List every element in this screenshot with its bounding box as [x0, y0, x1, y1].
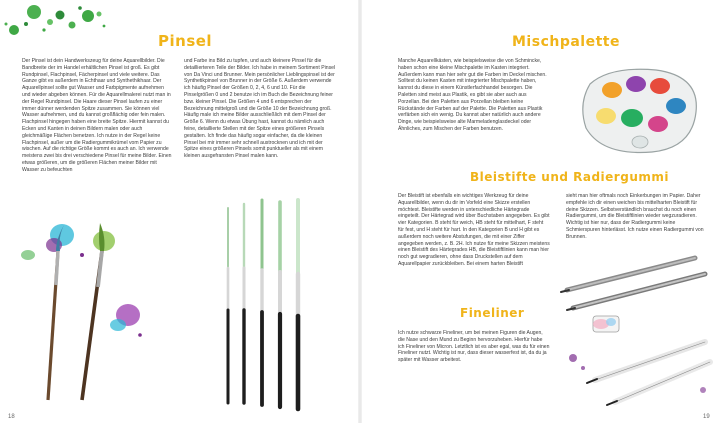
page-number-left: 18	[8, 414, 15, 420]
mischpalette-text: Manche Aquarellkästen, wie beispielsweise die von Schmincke, haben schon eine kleine Mischpalette im Kasten integriert. Außerdem kann man hier sehr gut die Farben im Deckel mischen. Solltest du keinen Kasten mit integrierter Mischpalette haben, kannst du diese in einem Künstlerfachhandel besorgen. Die Paletten sind meist aus Plastik, es gibt sie aber auch aus Porzellan. Bei den Paletten aus Porzellan bleiben keine Rückstände der Farben auf der Palette. Die Paletten aus Plastik verfärben sich ein wenig. Du kannst aber natürlich auch andere Dinge, wie beispielsweise alte Marmeladenglasdeckel oder Ähnliches, zum Mischen der Farben benutzen.	[398, 58, 547, 132]
fineliner-text: Ich nutze schwarze Fineliner, um bei meinen Figuren die Augen, die Nase und den Mund zu Beginn hervorzuheben. Hierfür habe ich Fineliner von Micron. Letztlich ist es aber egal, was du für einen Fineliner nutzt. Wichtig ist nur, dass dieser wasserfest ist, da du ja später mit Wasser arbeitest.	[398, 330, 550, 364]
brush-row-illustration	[210, 198, 310, 413]
heading-mischpalette: Mischpalette	[512, 34, 620, 50]
bleistifte-text-left: Der Bleistift ist ebenfalls ein wichtiges Werkzeug für deine Aquarellbilder, wenn du dir im Vorfeld eine Skizze erstellen möchtest. Bleistifte werden in unterschiedliche Härtegrade eingeteilt. Der Härtegrad wird über Buchstaben angegeben. Es gibt vier Kategorien. B steht für weich, HB steht für mittelhart, F steht für fest, und H steht für hart. In den Kategorien B und H gibt es außerdem noch weitere Abstufungen, die mit einer Ziffer angegeben werden, z. B. 2H. Ich nutze für meine Skizzen meistens einen Bleistift des Härtegrades HB, die Bleistiftlinien kann man hier noch gut wegradieren, ohne dass Druckstellen auf dem Aquarellpapier zurückbleiben. Bei einem harten Bleistift	[398, 193, 550, 267]
pinsel-text-column-2: und Farbe ins Bild zu tupfen, und auch kleinere Pinsel für die detaillierteren Teile der Bilder. Ich habe in meinem Sortiment Pinsel von Da Vinci und Brunner. Mein persönlicher Lieblingspinsel ist der Synthetikpinsel von Brunner in der Größe 6. Außerdem verwende ich häufig Pinsel der Größen 0, 2, 4, 6 und 10. Für die Pinselgrößen 0 und 2 benutze ich im Buch die Bezeichnung feiner bzw. kleiner Pinsel. Die Größen 4 und 6 entsprechen der Bezeichnung mittelgroß und die Größe 10 der Bezeichnung groß. Häufig male ich meine Bilder ausschließlich mit dem Pinsel der Größe 6. Wenn du etwas Übung hast, kannst du nämlich auch feine, detaillierte Stellen mit der Spitze eines größeren Pinsels gestalten. Ich finde das häufig sogar einfacher, da die kleinen Pinsel bei mir immer sehr schnell austrocknen und ich mit der Spitze eines größeren Pinsels somit punktueller als mit einem kleinen ausgefransten Pinsel malen kann.	[184, 58, 336, 160]
watercolor-brushes-illustration	[20, 215, 155, 405]
green-splatter-illustration	[0, 0, 110, 60]
page-number-right: 19	[703, 414, 710, 420]
heading-bleistifte: Bleistifte und Radiergummi	[470, 170, 669, 184]
pinsel-text-column-1: Der Pinsel ist dein Handwerkszeug für deine Aquarellbilder. Die Bandbreite der im Handel erhältlichen Pinsel ist groß. Es gibt Rundpinsel, Flachpinsel, Fächerpinsel und viele weitere. Das Ganze gibt es außerdem in Echthaar und Synthethikhaar. Der Aquarellpinsel sollte gut Wasser und Farbpigmente aufnehmen und wieder abgeben können. Für die Aquarellmalerei nutzt man in der Regel Rundpinsel. Die Haare dieser Pinsel laufen zu einer immer dünner werdenden Spitze zusammen. Sie können viel Wasser aufnehmen, und du kannst großflächig oder fein malen. Flachpinsel hingegen haben eine breite Spitze. Hiermit kannst du Ecken und Kanten in deinen Bildern malen oder auch gleichmäßige Flächen benetzen. Ich nutze in der Regel keine Flachpinsel, außer um die Radiergummikrümel vom Papier zu wischen. Auf die richtige Größe kommt es auch an. Ich verwende meistens zwei bis drei verschiedene Pinsel für meine Bilder. Einen etwas größeren, um die größeren Flächen meiner Bilder mit Wasser zu befeuchten	[22, 58, 172, 173]
heading-fineliner: Fineliner	[460, 306, 525, 320]
pencils-and-fineliners-illustration	[555, 250, 715, 410]
bleistifte-text-right: sieht man hier oftmals noch Einkerbungen im Papier. Daher empfehle ich dir einen weichen bis mittelharten Bleistift für deine Skizzen. Selbstverständlich brauchst du noch einen Radiergummi, um die Bleistiftlinien wieder wegzuradieren. Wichtig ist hier nur, dass der Radiergummi keine Schmierspuren hinterlässt. Ich nutze einen Radiergummi von Brunnen.	[566, 193, 704, 240]
book-gutter	[358, 0, 362, 423]
heading-pinsel: Pinsel	[158, 32, 213, 50]
mixing-palette-illustration	[576, 62, 706, 162]
